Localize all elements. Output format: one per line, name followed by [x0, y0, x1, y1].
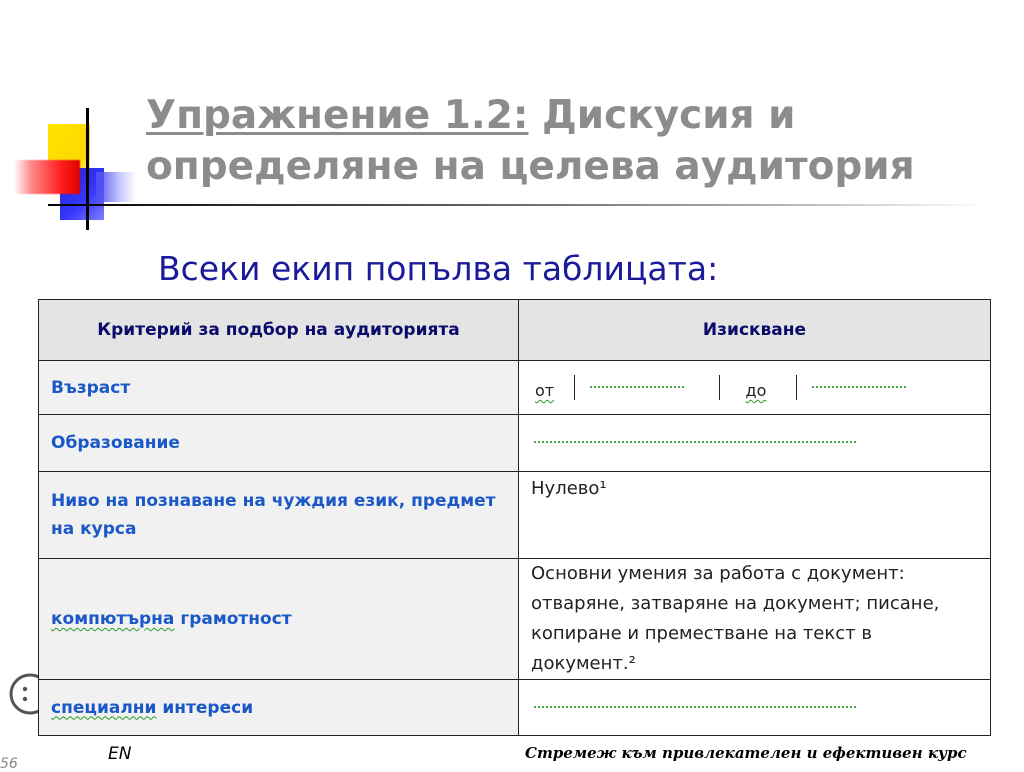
- age-to-label: до: [719, 375, 796, 400]
- criterion-education: Образование: [39, 415, 519, 472]
- age-to-value: [796, 375, 990, 400]
- header-criterion: Критерий за подбор на аудиторията: [39, 300, 519, 361]
- table-row-interests: [39, 680, 991, 736]
- table-row-age: [39, 361, 991, 415]
- slide-title: [146, 90, 986, 192]
- criterion-age: Възраст: [39, 361, 519, 415]
- title-exercise: Упражнение 1.2:: [146, 93, 529, 138]
- page-number: 56: [0, 756, 18, 772]
- age-from-value: [574, 375, 719, 400]
- age-range-table: [519, 375, 990, 400]
- table-header-row: [39, 300, 991, 361]
- logo-blue-glow: [96, 172, 136, 202]
- table-row-language: [39, 472, 991, 559]
- title-rest: Дискусия и определяне на целева аудитория: [146, 93, 915, 189]
- footer-language: EN: [108, 744, 132, 764]
- header-requirement: Изискване: [519, 300, 991, 361]
- slide-subtitle: Всеки екип попълва таблицата:: [158, 249, 719, 288]
- requirement-language: Нулево¹: [519, 472, 991, 559]
- requirement-education: [519, 415, 991, 472]
- logo-red-block: [14, 160, 80, 194]
- table-row-education: [39, 415, 991, 472]
- criteria-table: [38, 299, 991, 736]
- footer-slogan: Стремеж към привлекателен и ефективен курс: [525, 744, 967, 762]
- criterion-interests: специални интереси: [39, 680, 519, 736]
- table-row-computer: [39, 559, 991, 680]
- smiley-icon: [8, 672, 38, 716]
- criterion-computer: компютърна грамотност: [39, 559, 519, 680]
- criterion-language: Ниво на познаване на чуждия език, предмет на курса: [39, 472, 519, 559]
- age-from-label: от: [519, 375, 574, 400]
- logo-vertical-line: [86, 108, 89, 230]
- requirement-age: [519, 361, 991, 415]
- title-divider-line: [48, 204, 988, 206]
- requirement-interests: [519, 680, 991, 736]
- requirement-computer: Основни умения за работа с документ: отваряне, затваряне на документ; писане, копиране и преместване на текст в документ.²: [519, 559, 991, 680]
